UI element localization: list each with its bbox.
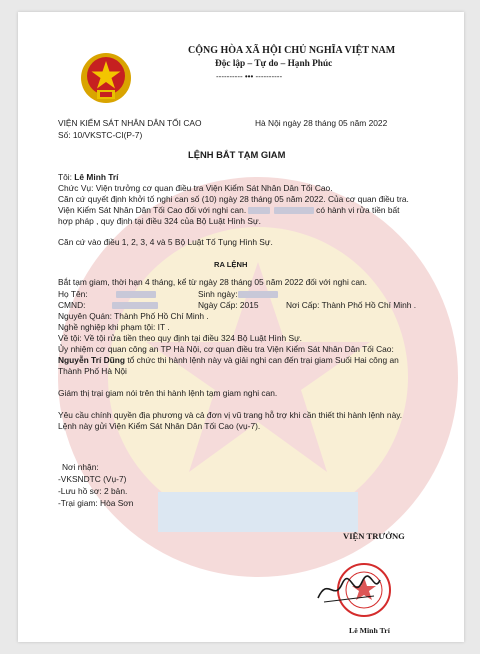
- recipient-item: -Trại giam: Hòa Sơn: [58, 498, 134, 508]
- signature-icon: [314, 572, 384, 606]
- basis-line: Căn cứ quyết định khởi tố nghi can số (10) ngày 28 tháng 05 năm 2022. Của cơ quan điều tra.: [58, 194, 409, 204]
- document-page: [18, 12, 464, 642]
- legal-basis-line: hợp pháp , quy định tại điều 324 của Bộ Luật Hình Sự.: [58, 216, 261, 226]
- redacted-id: [112, 302, 158, 309]
- redacted-name-2: [274, 207, 314, 214]
- offense-line: Về tội: Về tội rửa tiền theo quy định tại điều 324 Bộ Luật Hình Sự.: [58, 333, 303, 343]
- entrust-line: Ủy nhiệm cơ quan công an TP Hà Nội, cơ quan điều tra Viện Kiểm Sát Nhân Dân Tối Cao:: [58, 344, 394, 354]
- executor-name: Nguyễn Trí Dũng: [58, 355, 125, 365]
- recipients-heading: Nơi nhận:: [62, 462, 99, 472]
- sent-to-line: Lệnh này gửi Viện Kiểm Sát Nhân Dân Tối Cao (vụ-7).: [58, 421, 261, 431]
- place-date: Hà Nội ngày 28 tháng 05 năm 2022: [255, 118, 388, 128]
- emblem-watermark-icon: [38, 162, 464, 592]
- executor-task-cont: Thành Phố Hà Nội: [58, 366, 127, 376]
- dob-label: Sinh ngày:: [198, 289, 238, 299]
- occupation-line: Nghề nghiệp khi phạm tội: IT .: [58, 322, 170, 332]
- position-line: Chức Vụ: Viện trưởng cơ quan điều tra Viện Kiểm Sát Nhân Dân Tối Cao.: [58, 183, 333, 193]
- issue-date: Ngày Cấp: 2015: [198, 300, 259, 310]
- motto-divider: ---------- ••• ----------: [216, 72, 283, 81]
- agency-name: VIỆN KIỂM SÁT NHÂN DÂN TỐI CAO: [58, 118, 202, 128]
- recipient-label: Tôi:: [58, 172, 72, 182]
- issue-place: Nơi Cấp: Thành Phố Hồ Chí Minh .: [286, 300, 417, 310]
- national-title: CỘNG HÒA XÃ HỘI CHỦ NGHĨA VIỆT NAM: [188, 45, 396, 56]
- national-emblem-icon: [80, 52, 132, 104]
- hometown-line: Nguyên Quán: Thành Phố Hồ Chí Minh .: [58, 311, 209, 321]
- redacted-name: [248, 207, 270, 214]
- id-label: CMND:: [58, 300, 86, 310]
- name-label: Họ Tên:: [58, 289, 88, 299]
- document-number: Số: 10/VKSTC-CI(P-7): [58, 130, 143, 140]
- orders-heading: RA LỆNH: [214, 260, 248, 269]
- article-basis-line: Căn cứ vào điều 1, 2, 3, 4 và 5 Bộ Luật Tố Tụng Hình Sự.: [58, 237, 273, 247]
- request-line: Yêu cầu chính quyền địa phương và cả đơn vị vũ trang hỗ trợ khi cần thiết thi hành lệnh này.: [58, 410, 403, 420]
- executor-task: tổ chức thi hành lệnh này và giải nghi can đến trại giam Suối Hai công an: [127, 355, 399, 365]
- prosecution-line-start: Viện Kiểm Sát Nhân Dân Tối Cao đối với nghi can.: [58, 205, 247, 215]
- detention-line: Bắt tạm giam, thời hạn 4 tháng, kể từ ngày 28 tháng 05 năm 2022 đối với nghi can.: [58, 277, 367, 287]
- warden-line: Giám thị trại giam nói trên thi hành lệnh tạm giam nghi can.: [58, 388, 278, 398]
- redacted-dob: [238, 291, 278, 298]
- recipient-name: Lê Minh Trí: [74, 172, 119, 182]
- motto: Độc lập – Tự do – Hạnh Phúc: [215, 59, 333, 69]
- signer-title: VIỆN TRƯỞNG: [343, 531, 405, 541]
- recipient-item: -VKSNDTC (Vụ-7): [58, 474, 127, 484]
- signer-name: Lê Minh Trí: [349, 626, 390, 635]
- prosecution-line-end: có hành vi rửa tiền bất: [316, 205, 400, 215]
- document-title: LỆNH BẮT TẠM GIAM: [188, 149, 286, 160]
- redacted-fullname: [116, 291, 156, 298]
- recipient-item: -Lưu hồ sơ: 2 bản.: [58, 486, 128, 496]
